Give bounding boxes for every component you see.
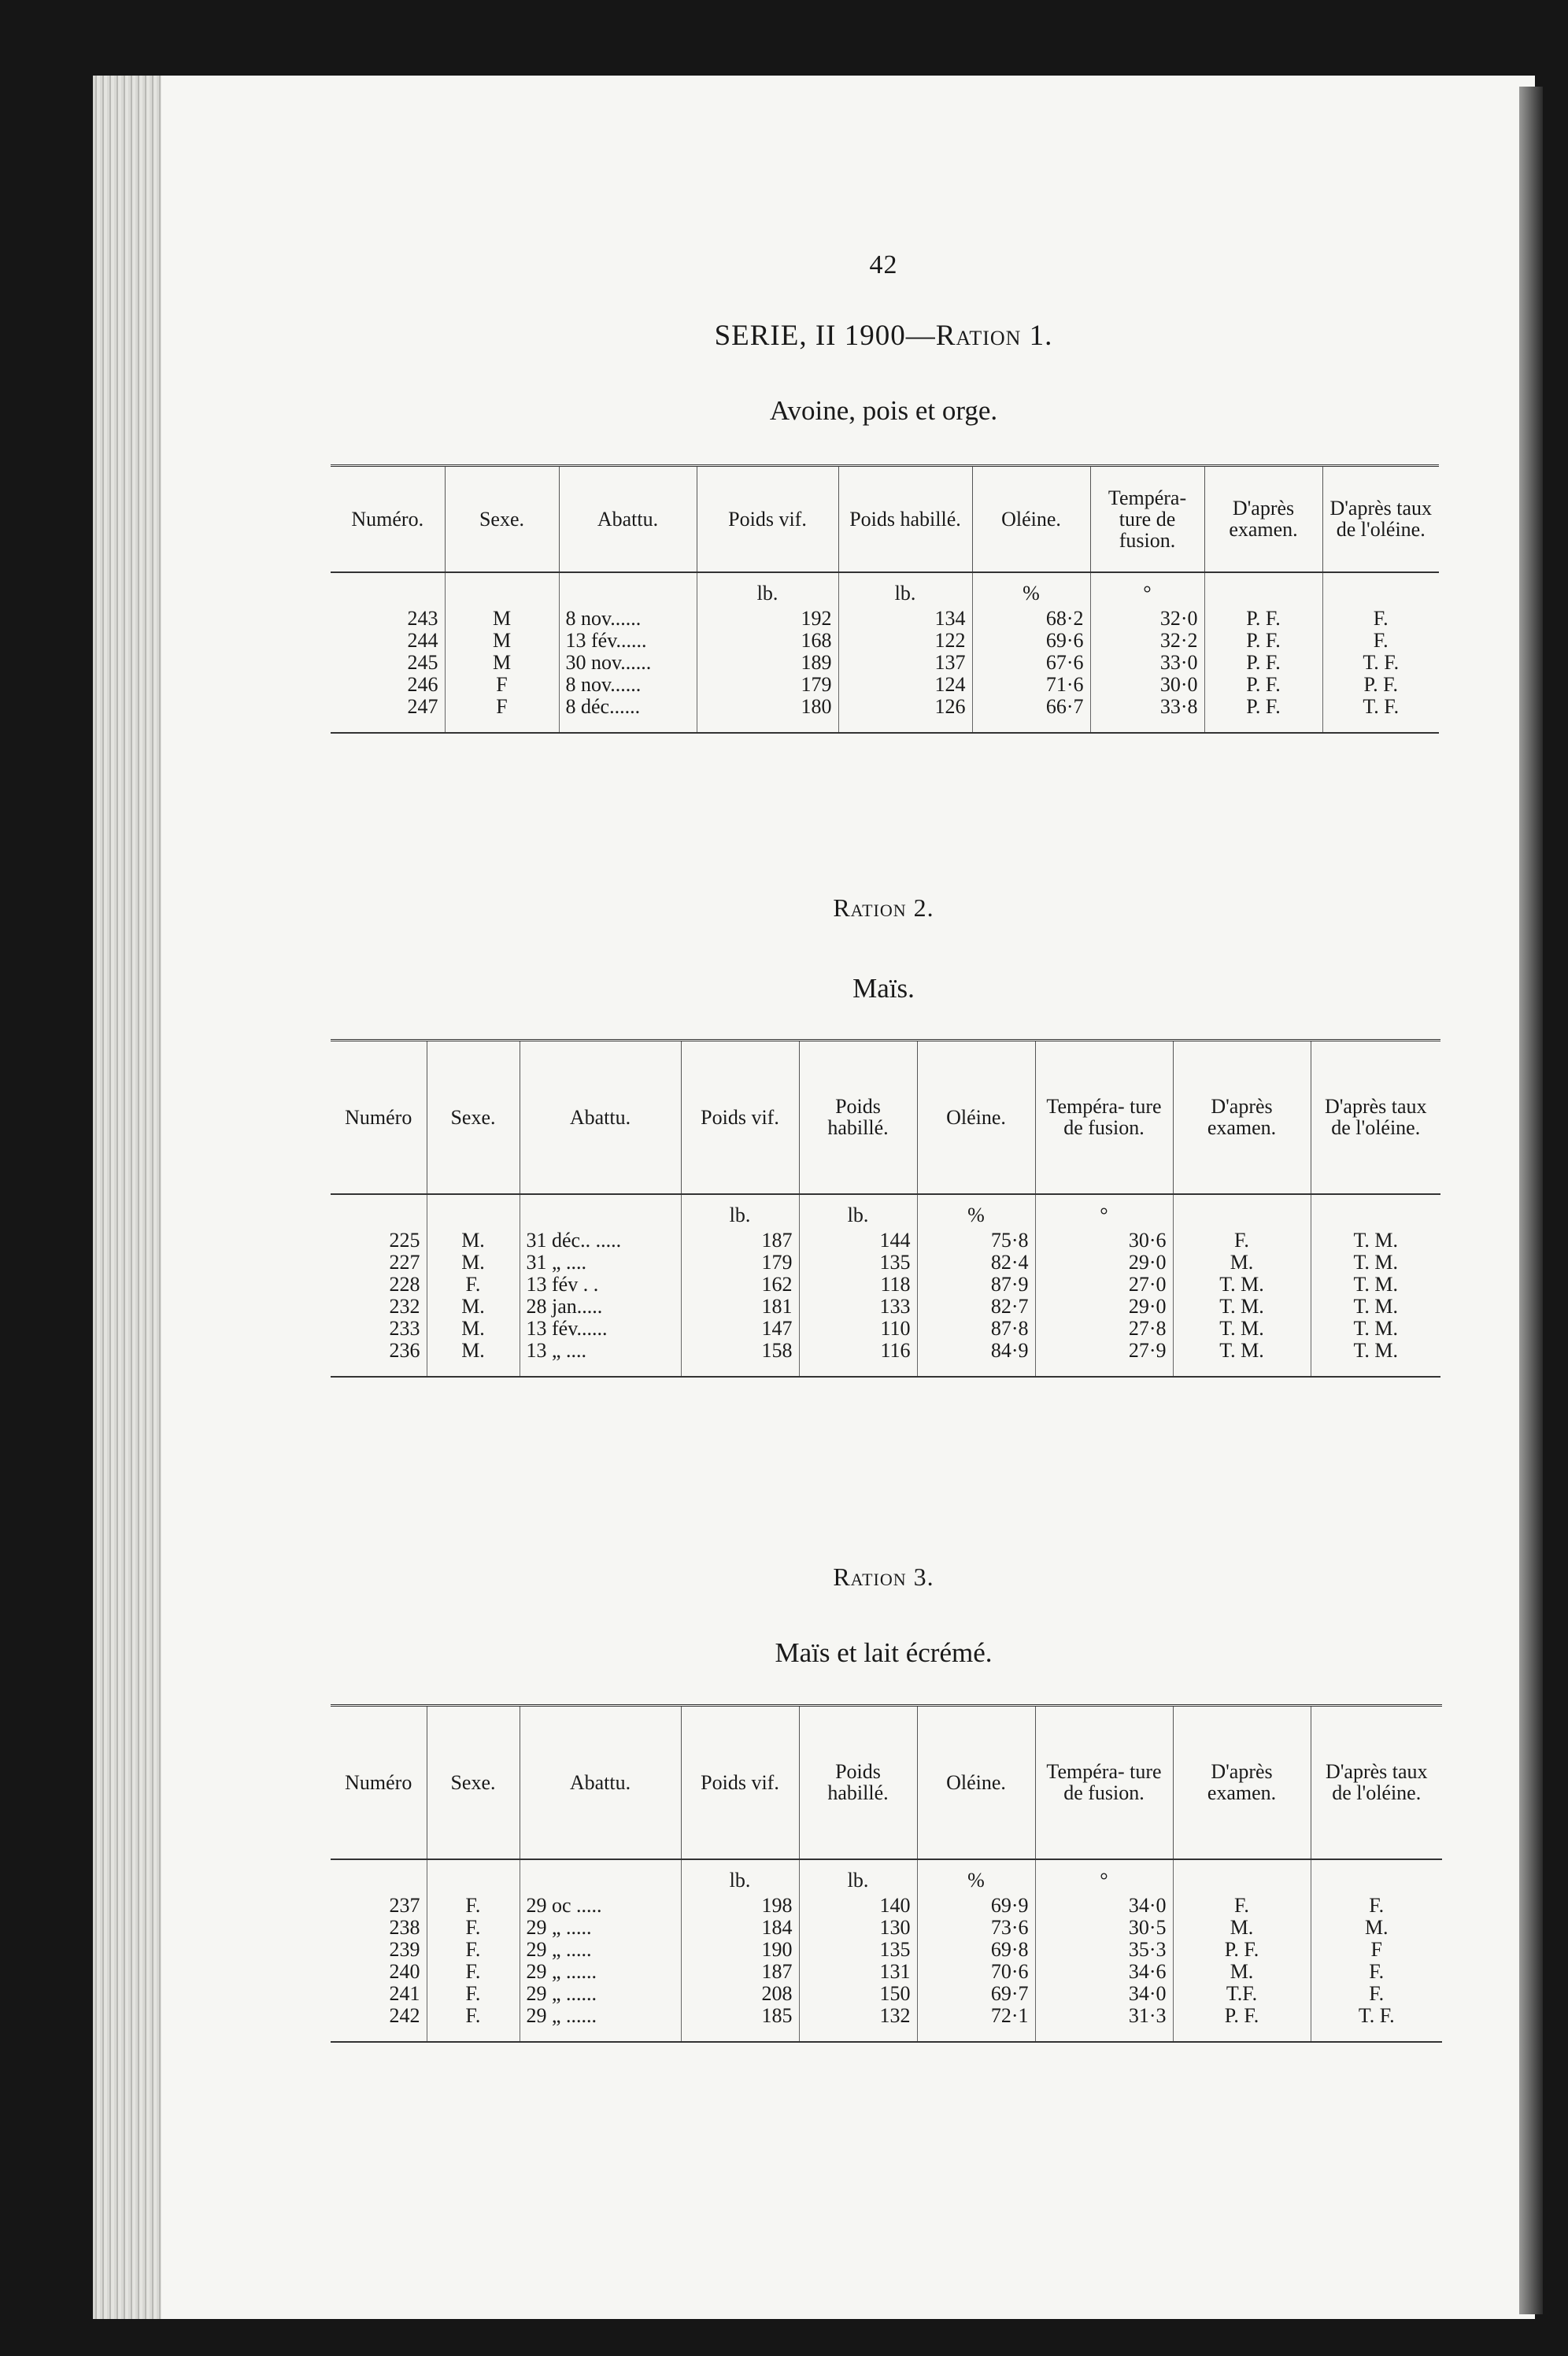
cell-temperature-fusion: 27·8 bbox=[1035, 1318, 1173, 1340]
header-poids-vif: Poids vif. bbox=[681, 1041, 799, 1194]
header-numero: Numéro. bbox=[331, 466, 445, 572]
cell-apres-examen: F. bbox=[1173, 1230, 1311, 1252]
header-poids-vif: Poids vif. bbox=[681, 1706, 799, 1859]
ration3-title-text: Ration 3. bbox=[833, 1563, 934, 1591]
ration1-table bbox=[331, 464, 1439, 734]
table-header bbox=[331, 466, 1439, 572]
cell-numero: 233 bbox=[389, 1316, 420, 1340]
cell-sexe: M. bbox=[427, 1340, 520, 1377]
cell-apres-oleine: T. M. bbox=[1311, 1340, 1440, 1377]
cell-apres-oleine: F. bbox=[1311, 1895, 1442, 1917]
cell-numero: 245 bbox=[407, 650, 438, 674]
units-row bbox=[331, 1194, 1440, 1230]
unit-empty bbox=[445, 572, 559, 608]
unit-oleine: % bbox=[917, 1194, 1035, 1230]
table-row bbox=[331, 1895, 1442, 1917]
cell-oleine: 84·9 bbox=[917, 1340, 1035, 1377]
cell-apres-oleine: F. bbox=[1322, 630, 1439, 652]
cell-poids-vif: 181 bbox=[681, 1296, 799, 1318]
cell-apres-examen: M. bbox=[1173, 1961, 1311, 1983]
cell-sexe: M. bbox=[427, 1318, 520, 1340]
cell-poids-vif: 198 bbox=[681, 1895, 799, 1917]
cell-sexe: M. bbox=[427, 1230, 520, 1252]
cell-temperature-fusion: 29·0 bbox=[1035, 1296, 1173, 1318]
cell-apres-examen: P. F. bbox=[1204, 652, 1322, 674]
cell-abattu: 8 déc...... bbox=[559, 696, 697, 733]
unit-empty bbox=[520, 1859, 681, 1895]
cell-temperature-fusion: 35·3 bbox=[1035, 1939, 1173, 1961]
cell-numero: 243 bbox=[407, 606, 438, 630]
cell-oleine: 72·1 bbox=[917, 2005, 1035, 2042]
cell-numero: 236 bbox=[331, 1340, 427, 1377]
cell-apres-oleine: F. bbox=[1311, 1983, 1442, 2005]
cell-poids-vif: 187 bbox=[681, 1230, 799, 1252]
cell-poids-vif: 179 bbox=[681, 1252, 799, 1274]
table-row bbox=[331, 674, 1439, 696]
cell-apres-examen: T. M. bbox=[1173, 1296, 1311, 1318]
cell-poids-habille: 135 bbox=[799, 1252, 917, 1274]
ration3-subtitle: Maïs et lait écrémé. bbox=[775, 1637, 993, 1668]
cell-sexe: M bbox=[445, 630, 559, 652]
table-body bbox=[331, 1859, 1442, 2042]
cell-sexe: F bbox=[445, 674, 559, 696]
cell-apres-oleine: T. F. bbox=[1322, 652, 1439, 674]
cell-apres-examen: M. bbox=[1173, 1252, 1311, 1274]
cell-temperature-fusion: 34·0 bbox=[1035, 1983, 1173, 2005]
cell-oleine: 66·7 bbox=[972, 696, 1090, 733]
cell-numero: 232 bbox=[389, 1294, 420, 1318]
cell-apres-oleine: T. F. bbox=[1311, 2005, 1442, 2042]
cell-temperature-fusion: 27·9 bbox=[1035, 1340, 1173, 1377]
ration3-table bbox=[331, 1704, 1442, 2043]
cell-temperature-fusion: 33·0 bbox=[1090, 652, 1204, 674]
unit-oleine: % bbox=[972, 572, 1090, 608]
cell-apres-oleine: T. M. bbox=[1311, 1252, 1440, 1274]
cell-apres-oleine: F. bbox=[1322, 608, 1439, 630]
cell-poids-habille: 150 bbox=[799, 1983, 917, 2005]
cell-apres-oleine: T. F. bbox=[1322, 696, 1439, 733]
ration2-table bbox=[331, 1039, 1440, 1378]
header-oleine: Oléine. bbox=[917, 1041, 1035, 1194]
cell-poids-habille: 134 bbox=[838, 608, 972, 630]
cell-abattu: 29 „ ..... bbox=[520, 1917, 681, 1939]
unit-poids-vif: lb. bbox=[697, 572, 838, 608]
table-body bbox=[331, 1194, 1440, 1377]
header-poids-habille: Poids habillé. bbox=[838, 466, 972, 572]
header-apres-oleine: D'après taux de l'oléine. bbox=[1322, 466, 1439, 572]
cell-temperature-fusion: 32·2 bbox=[1090, 630, 1204, 652]
cell-poids-vif: 180 bbox=[697, 696, 838, 733]
cell-temperature-fusion: 27·0 bbox=[1035, 1274, 1173, 1296]
cell-temperature-fusion: 32·0 bbox=[1090, 608, 1204, 630]
unit-poids-vif: lb. bbox=[681, 1194, 799, 1230]
cell-poids-vif: 185 bbox=[681, 2005, 799, 2042]
cell-apres-examen: T. M. bbox=[1173, 1340, 1311, 1377]
cell-abattu: 29 „ ...... bbox=[520, 1961, 681, 1983]
unit-empty bbox=[1204, 572, 1322, 608]
ration1-subtitle: Avoine, pois et orge. bbox=[769, 395, 998, 426]
cell-poids-vif: 184 bbox=[681, 1917, 799, 1939]
unit-empty bbox=[427, 1859, 520, 1895]
cell-poids-vif: 168 bbox=[697, 630, 838, 652]
cell-temperature-fusion: 30·6 bbox=[1035, 1230, 1173, 1252]
cell-apres-examen: P. F. bbox=[1204, 674, 1322, 696]
table-header bbox=[331, 1041, 1440, 1194]
cell-apres-examen: F. bbox=[1173, 1895, 1311, 1917]
unit-poids-habille: lb. bbox=[799, 1194, 917, 1230]
cell-poids-habille: 140 bbox=[799, 1895, 917, 1917]
cell-numero: 244 bbox=[407, 628, 438, 652]
cell-apres-examen: P. F. bbox=[1204, 630, 1322, 652]
cell-numero: 246 bbox=[407, 672, 438, 696]
header-abattu: Abattu. bbox=[520, 1706, 681, 1859]
cell-apres-oleine: F bbox=[1311, 1939, 1442, 1961]
cell-poids-vif: 147 bbox=[681, 1318, 799, 1340]
table-body bbox=[331, 572, 1439, 733]
ration2-title-text: Ration 2. bbox=[833, 893, 934, 922]
table-row bbox=[331, 1939, 1442, 1961]
cell-abattu: 31 „ .... bbox=[520, 1252, 681, 1274]
header-abattu: Abattu. bbox=[520, 1041, 681, 1194]
cell-poids-habille: 130 bbox=[799, 1917, 917, 1939]
cell-poids-habille: 133 bbox=[799, 1296, 917, 1318]
unit-temperature-fusion: ° bbox=[1035, 1194, 1173, 1230]
cell-oleine: 75·8 bbox=[917, 1230, 1035, 1252]
cell-poids-vif: 192 bbox=[697, 608, 838, 630]
cell-temperature-fusion: 30·5 bbox=[1035, 1917, 1173, 1939]
cell-abattu: 28 jan..... bbox=[520, 1296, 681, 1318]
unit-empty bbox=[1173, 1194, 1311, 1230]
cell-oleine: 67·6 bbox=[972, 652, 1090, 674]
cell-temperature-fusion: 34·6 bbox=[1035, 1961, 1173, 1983]
cell-abattu: 8 nov...... bbox=[559, 608, 697, 630]
header-apres-examen: D'après examen. bbox=[1173, 1041, 1311, 1194]
cell-poids-habille: 118 bbox=[799, 1274, 917, 1296]
table-row bbox=[331, 1274, 1440, 1296]
unit-poids-habille: lb. bbox=[799, 1859, 917, 1895]
table-row bbox=[331, 1961, 1442, 1983]
cell-sexe: F. bbox=[427, 1895, 520, 1917]
cell-apres-oleine: F. bbox=[1311, 1961, 1442, 1983]
cell-numero: 247 bbox=[331, 696, 445, 733]
cell-sexe: F. bbox=[427, 1983, 520, 2005]
header-poids-vif: Poids vif. bbox=[697, 466, 838, 572]
header-oleine: Oléine. bbox=[972, 466, 1090, 572]
cell-abattu: 8 nov...... bbox=[559, 674, 697, 696]
header-sexe: Sexe. bbox=[427, 1041, 520, 1194]
cell-poids-habille: 126 bbox=[838, 696, 972, 733]
unit-oleine: % bbox=[917, 1859, 1035, 1895]
cell-apres-examen: P. F. bbox=[1204, 608, 1322, 630]
units-row bbox=[331, 572, 1439, 608]
unit-empty bbox=[331, 1859, 427, 1895]
cell-apres-examen: T.F. bbox=[1173, 1983, 1311, 2005]
cell-apres-oleine: T. M. bbox=[1311, 1230, 1440, 1252]
cell-numero: 225 bbox=[389, 1228, 420, 1252]
cell-poids-vif: 162 bbox=[681, 1274, 799, 1296]
header-numero: Numéro bbox=[331, 1041, 427, 1194]
table-row bbox=[331, 608, 1439, 630]
cell-apres-oleine: T. M. bbox=[1311, 1296, 1440, 1318]
units-row bbox=[331, 1859, 1442, 1895]
cell-numero: 240 bbox=[389, 1959, 420, 1983]
cell-oleine: 69·9 bbox=[917, 1895, 1035, 1917]
header-sexe: Sexe. bbox=[427, 1706, 520, 1859]
cell-poids-habille: 132 bbox=[799, 2005, 917, 2042]
cell-poids-habille: 137 bbox=[838, 652, 972, 674]
cell-oleine: 87·9 bbox=[917, 1274, 1035, 1296]
cell-apres-examen: P. F. bbox=[1173, 2005, 1311, 2042]
header-apres-oleine: D'après taux de l'oléine. bbox=[1311, 1041, 1440, 1194]
header-temperature-fusion: Tempéra- ture de fusion. bbox=[1035, 1706, 1173, 1859]
cell-abattu: 13 „ .... bbox=[520, 1340, 681, 1377]
cell-sexe: F. bbox=[427, 1961, 520, 1983]
cell-abattu: 29 oc ..... bbox=[520, 1895, 681, 1917]
cell-sexe: M bbox=[445, 608, 559, 630]
ration2-subtitle: Maïs. bbox=[852, 973, 915, 1004]
page-number: 42 bbox=[869, 250, 898, 279]
cell-apres-oleine: P. F. bbox=[1322, 674, 1439, 696]
unit-empty bbox=[1322, 572, 1439, 608]
unit-poids-vif: lb. bbox=[681, 1859, 799, 1895]
table-row bbox=[331, 1318, 1440, 1340]
cell-sexe: M. bbox=[427, 1252, 520, 1274]
cell-numero: 238 bbox=[389, 1915, 420, 1939]
unit-empty bbox=[559, 572, 697, 608]
cell-temperature-fusion: 30·0 bbox=[1090, 674, 1204, 696]
unit-empty bbox=[1311, 1859, 1442, 1895]
cell-oleine: 87·8 bbox=[917, 1318, 1035, 1340]
unit-empty bbox=[331, 572, 445, 608]
cell-temperature-fusion: 29·0 bbox=[1035, 1252, 1173, 1274]
cell-apres-examen: P. F. bbox=[1204, 696, 1322, 733]
cell-numero: 239 bbox=[389, 1937, 420, 1961]
cell-abattu: 13 fév . . bbox=[520, 1274, 681, 1296]
table-header bbox=[331, 1706, 1442, 1859]
header-abattu: Abattu. bbox=[559, 466, 697, 572]
cell-oleine: 82·4 bbox=[917, 1252, 1035, 1274]
cell-poids-habille: 116 bbox=[799, 1340, 917, 1377]
cell-oleine: 71·6 bbox=[972, 674, 1090, 696]
table-row bbox=[331, 1252, 1440, 1274]
cell-sexe: M. bbox=[427, 1296, 520, 1318]
cell-oleine: 70·6 bbox=[917, 1961, 1035, 1983]
cell-poids-vif: 179 bbox=[697, 674, 838, 696]
unit-empty bbox=[1173, 1859, 1311, 1895]
header-temperature-fusion: Tempéra- ture de fusion. bbox=[1035, 1041, 1173, 1194]
cell-apres-examen: M. bbox=[1173, 1917, 1311, 1939]
header-temperature-fusion: Tempéra- ture de fusion. bbox=[1090, 466, 1204, 572]
cell-oleine: 73·6 bbox=[917, 1917, 1035, 1939]
cell-apres-oleine: M. bbox=[1311, 1917, 1442, 1939]
cell-numero: 242 bbox=[331, 2005, 427, 2042]
table-row bbox=[331, 630, 1439, 652]
cell-oleine: 82·7 bbox=[917, 1296, 1035, 1318]
cell-oleine: 69·8 bbox=[917, 1939, 1035, 1961]
cell-oleine: 68·2 bbox=[972, 608, 1090, 630]
cell-sexe: F. bbox=[427, 2005, 520, 2042]
main-title bbox=[0, 319, 1568, 353]
ration2-title bbox=[0, 893, 1568, 923]
cell-temperature-fusion: 31·3 bbox=[1035, 2005, 1173, 2042]
cell-numero: 241 bbox=[389, 1981, 420, 2005]
table-row bbox=[331, 652, 1439, 674]
cell-apres-examen: T. M. bbox=[1173, 1318, 1311, 1340]
cell-poids-habille: 110 bbox=[799, 1318, 917, 1340]
header-oleine: Oléine. bbox=[917, 1706, 1035, 1859]
cell-abattu: 29 „ ...... bbox=[520, 2005, 681, 2042]
cell-abattu: 31 déc.. ..... bbox=[520, 1230, 681, 1252]
cell-temperature-fusion: 33·8 bbox=[1090, 696, 1204, 733]
ration3-title bbox=[0, 1563, 1568, 1592]
table-row bbox=[331, 1296, 1440, 1318]
cell-poids-vif: 158 bbox=[681, 1340, 799, 1377]
cell-oleine: 69·7 bbox=[917, 1983, 1035, 2005]
cell-abattu: 13 fév...... bbox=[520, 1318, 681, 1340]
cell-abattu: 30 nov...... bbox=[559, 652, 697, 674]
unit-empty bbox=[331, 1194, 427, 1230]
cell-sexe: F. bbox=[427, 1274, 520, 1296]
header-poids-habille: Poids habillé. bbox=[799, 1706, 917, 1859]
cell-sexe: F bbox=[445, 696, 559, 733]
cell-abattu: 29 „ ..... bbox=[520, 1939, 681, 1961]
cell-poids-habille: 124 bbox=[838, 674, 972, 696]
unit-temperature-fusion: ° bbox=[1035, 1859, 1173, 1895]
table-row bbox=[331, 1230, 1440, 1252]
cell-abattu: 29 „ ...... bbox=[520, 1983, 681, 2005]
table-row bbox=[331, 696, 1439, 733]
cell-poids-habille: 131 bbox=[799, 1961, 917, 1983]
cell-numero: 228 bbox=[389, 1272, 420, 1296]
cell-numero: 237 bbox=[389, 1893, 420, 1917]
header-numero: Numéro bbox=[331, 1706, 427, 1859]
cell-poids-vif: 190 bbox=[681, 1939, 799, 1961]
cell-oleine: 69·6 bbox=[972, 630, 1090, 652]
unit-empty bbox=[1311, 1194, 1440, 1230]
cell-apres-oleine: T. M. bbox=[1311, 1274, 1440, 1296]
cell-apres-oleine: T. M. bbox=[1311, 1318, 1440, 1340]
cell-poids-habille: 144 bbox=[799, 1230, 917, 1252]
main-title-ration: Ration 1. bbox=[935, 320, 1053, 352]
cell-poids-habille: 122 bbox=[838, 630, 972, 652]
cell-sexe: M bbox=[445, 652, 559, 674]
cell-temperature-fusion: 34·0 bbox=[1035, 1895, 1173, 1917]
table-row bbox=[331, 2005, 1442, 2042]
cell-poids-habille: 135 bbox=[799, 1939, 917, 1961]
main-title-prefix: SERIE, II 1900— bbox=[714, 320, 936, 352]
cell-poids-vif: 189 bbox=[697, 652, 838, 674]
table-row bbox=[331, 1983, 1442, 2005]
header-apres-examen: D'après examen. bbox=[1204, 466, 1322, 572]
table-row bbox=[331, 1917, 1442, 1939]
header-apres-examen: D'après examen. bbox=[1173, 1706, 1311, 1859]
table-row bbox=[331, 1340, 1440, 1377]
unit-empty bbox=[520, 1194, 681, 1230]
cell-abattu: 13 fév...... bbox=[559, 630, 697, 652]
unit-poids-habille: lb. bbox=[838, 572, 972, 608]
cell-apres-examen: T. M. bbox=[1173, 1274, 1311, 1296]
header-apres-oleine: D'après taux de l'oléine. bbox=[1311, 1706, 1442, 1859]
cell-sexe: F. bbox=[427, 1917, 520, 1939]
cell-poids-vif: 187 bbox=[681, 1961, 799, 1983]
unit-temperature-fusion: ° bbox=[1090, 572, 1204, 608]
cell-numero: 227 bbox=[389, 1250, 420, 1274]
unit-empty bbox=[427, 1194, 520, 1230]
header-sexe: Sexe. bbox=[445, 466, 559, 572]
cell-sexe: F. bbox=[427, 1939, 520, 1961]
header-poids-habille: Poids habillé. bbox=[799, 1041, 917, 1194]
cell-poids-vif: 208 bbox=[681, 1983, 799, 2005]
cell-apres-examen: P. F. bbox=[1173, 1939, 1311, 1961]
